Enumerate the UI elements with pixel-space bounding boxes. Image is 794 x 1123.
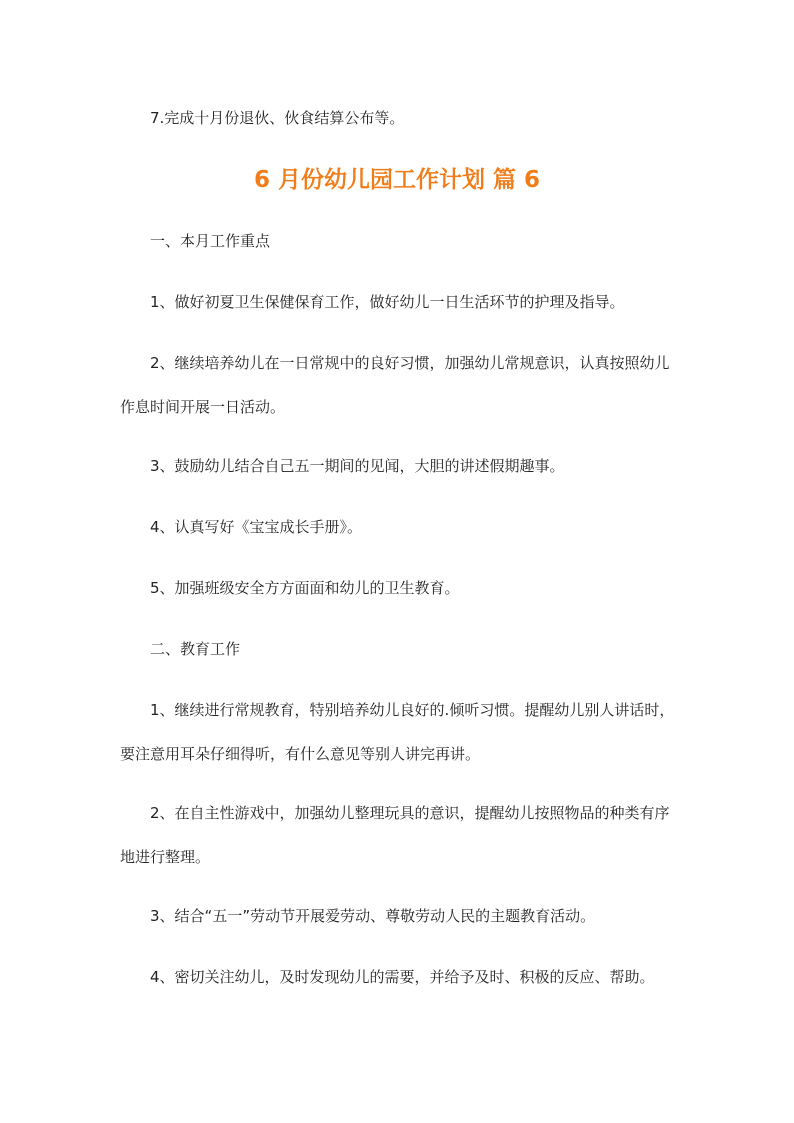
section-title: 6 月份幼儿园工作计划 篇 6 (253, 167, 541, 193)
heading-education-work: 二、教育工作 (150, 640, 241, 658)
heading-monthly-focus: 一、本月工作重点 (150, 232, 271, 250)
paragraph-focus-2: 2、继续培养幼儿在一日常规中的良好习惯，加强幼儿常规意识，认真按照幼儿作息时间开展一日活动。 (120, 354, 670, 416)
paragraph-focus-3: 3、鼓励幼儿结合自己五一期间的见闻，大胆的讲述假期趣事。 (150, 457, 565, 475)
paragraph-focus-1: 1、做好初夏卫生保健保育工作，做好幼儿一日生活环节的护理及指导。 (150, 293, 625, 311)
paragraph-item-7: 7.完成十月份退伙、伙食结算公布等。 (150, 109, 405, 127)
paragraph-education-4: 4、密切关注幼儿，及时发现幼儿的需要，并给予及时、积极的反应、帮助。 (150, 968, 655, 986)
paragraph-education-1: 1、继续进行常规教育，特别培养幼儿良好的.倾听习惯。提醒幼儿别人讲话时，要注意用耳朵仔细得听，有什么意见等别人讲完再讲。 (120, 701, 675, 763)
paragraph-focus-4: 4、认真写好《宝宝成长手册》。 (150, 518, 363, 536)
paragraph-focus-5: 5、加强班级安全方方面面和幼儿的卫生教育。 (150, 579, 460, 597)
paragraph-education-3: 3、结合“五一”劳动节开展爱劳动、尊敬劳动人民的主题教育活动。 (150, 907, 596, 925)
paragraph-education-2: 2、在自主性游戏中，加强幼儿整理玩具的意识，提醒幼儿按照物品的种类有序地进行整理。 (120, 804, 670, 866)
